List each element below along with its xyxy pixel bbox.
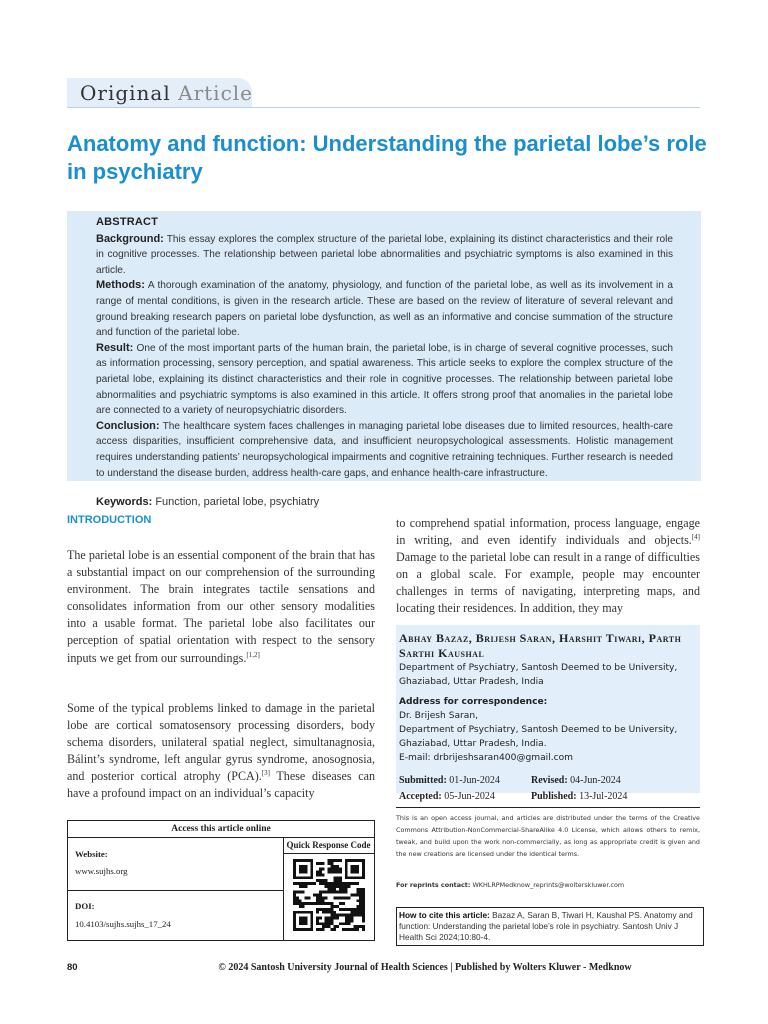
website-label: Website:	[75, 849, 108, 859]
revised-date	[531, 773, 701, 789]
abstract-heading: ABSTRACT	[96, 216, 159, 228]
intro-p2-tail: These diseases can have a profound impact on an individual’s capacity	[67, 769, 375, 801]
submitted-label: Submitted:	[399, 775, 447, 786]
correspondence-name: Dr. Brijesh Saran,	[399, 711, 479, 721]
citation-ref[interactable]: [4]	[691, 533, 700, 542]
how-to-cite-box	[396, 907, 704, 946]
published-label: Published:	[531, 791, 577, 802]
article-title: Anatomy and function: Understanding the parietal lobe’s role in psychiatry	[67, 131, 707, 184]
accepted-label: Accepted:	[399, 791, 442, 802]
result-label: Result:	[96, 341, 134, 354]
accepted-date	[399, 789, 531, 805]
abstract-keywords	[96, 495, 673, 511]
access-divider	[68, 890, 283, 891]
cite-label: How to cite this article:	[399, 910, 490, 920]
correspondence-email[interactable]: E-mail: drbrijeshsaran400@gmail.com	[399, 753, 574, 763]
website-link[interactable]: www.sujhs.org	[75, 866, 128, 876]
abstract-methods	[96, 278, 673, 340]
correspondence-label: Address for correspondence:	[399, 697, 548, 707]
license-text: This is an open access journal, and articles are distributed under the terms of the Creative Commons Attribution-NonCommercial-ShareAlike 4.0 License, which allows others to remix, tweak, and build upon the work non-commercially, as long as appropriate credit is given and the new creations are licensed under the identical terms.	[396, 807, 700, 860]
background-label: Background:	[96, 232, 164, 245]
reprints-contact	[396, 881, 700, 889]
author-info-box	[396, 625, 700, 802]
intro-paragraph-1	[67, 547, 375, 667]
reprints-label: For reprints contact:	[396, 881, 471, 889]
correspondence-line-1: Department of Psychiatry, Santosh Deemed to be University,	[399, 725, 678, 735]
conclusion-label: Conclusion:	[96, 419, 160, 432]
author-names: Abhay Bazaz, Brijesh Saran, Harshit Tiwari, Parth Sarthi Kaushal	[399, 631, 682, 660]
access-info	[68, 837, 284, 940]
header-rule	[67, 107, 700, 108]
page-number: 80	[67, 962, 78, 973]
article-type-label	[80, 81, 253, 105]
article-type-main: Original	[80, 81, 171, 105]
citation-ref[interactable]: [1,2]	[246, 650, 260, 659]
intro-p3-text-b: Damage to the parietal lobe can result in a range of difficulties on a global scale. For example, people may encounter challenges in terms of navigating, interpreting maps, and locating their residences. In addition, they may	[396, 550, 700, 616]
abstract-conclusion	[96, 419, 673, 481]
accepted-value: 05-Jun-2024	[444, 791, 495, 802]
background-text: This essay explores the complex structure of the parietal lobe, explaining its distinct characteristics and their role in cognitive processes. The relationship between parietal lobe abnormalities and psychiatric symptoms is also examined in this article.	[96, 233, 673, 276]
article-dates	[399, 773, 696, 805]
qr-header: Quick Response Code	[283, 837, 374, 854]
published-value: 13-Jul-2024	[579, 791, 628, 802]
submitted-date	[399, 773, 531, 789]
intro-paragraph-2	[67, 700, 375, 803]
intro-p2-text: Some of the typical problems linked to damage in the parietal lobe are cortical somatosensory processing disorders, body schema disorders, unilateral spatial neglect, simultanagnosia, Bálint’s syndrome, left angular gyrus syndrome, anosognosia, and posterior cortical atrophy (PCA).	[67, 701, 375, 784]
page-footer: © 2024 Santosh University Journal of Health Sciences | Published by Wolters Kluwer - Medknow	[218, 962, 632, 973]
methods-label: Methods:	[96, 279, 145, 292]
doi-link[interactable]: 10.4103/sujhs.sujhs_17_24	[75, 919, 171, 929]
article-type-light: Article	[178, 81, 253, 105]
keywords-label: Keywords:	[96, 496, 153, 509]
submitted-value: 01-Jun-2024	[449, 775, 500, 786]
revised-value: 04-Jun-2024	[570, 775, 621, 786]
access-online-box	[67, 820, 375, 941]
abstract-background	[96, 232, 673, 279]
introduction-heading: INTRODUCTION	[67, 514, 152, 526]
citation-ref[interactable]: [3]	[261, 769, 270, 778]
conclusion-text: The healthcare system faces challenges in managing parietal lobe diseases due to limited resources, health-care access disparities, insufficient comprehensive data, and insufficient neuropsychological assessments. Holistic management requires understanding patients’ neuropsychological impairments and cognitive retraining techniques. Further research is needed to understand the disease burden, address health-care gaps, and enhance health-care infrastructure.	[96, 420, 673, 479]
keywords-text: Function, parietal lobe, psychiatry	[155, 496, 320, 509]
published-date	[531, 789, 701, 805]
intro-paragraph-3	[396, 515, 700, 618]
abstract-result	[96, 341, 673, 419]
cite-text: Bazaz A, Saran B, Tiwari H, Kaushal PS. Anatomy and function: Understanding the parietal lobe’s role in psychiatry. Santosh Univ J Health Sci 2024;10:80-4.	[399, 910, 693, 942]
revised-label: Revised:	[531, 775, 568, 786]
access-header: Access this article online	[68, 821, 374, 838]
intro-p1-text: The parietal lobe is an essential component of the brain that has a substantial impact on our comprehension of the surrounding environment. The brain integrates tactile sensations and consolidates information from our other sensory modalities into a usable format. The parietal lobe also facilitates our perception of spatial orientation with respect to the sensory inputs we get from our surroundings.	[67, 548, 375, 665]
qr-section	[283, 837, 374, 940]
author-affiliation: Department of Psychiatry, Santosh Deemed to be University, Ghaziabad, Uttar Pradesh, India	[399, 663, 678, 687]
doi-label: DOI:	[75, 901, 95, 911]
qr-code-icon[interactable]	[293, 859, 365, 931]
correspondence-line-2: Ghaziabad, Uttar Pradesh, India.	[399, 739, 547, 749]
abstract-box	[67, 211, 701, 509]
reprints-email[interactable]: WKHLRPMedknow_reprints@wolterskluwer.com	[472, 881, 625, 889]
intro-p3-text-a: to comprehend spatial information, process language, engage in writing, and even identify individuals and objects.	[396, 516, 700, 548]
methods-text: A thorough examination of the anatomy, physiology, and function of the parietal lobe, as well as its involvement in a range of mental conditions, is given in the research article. These are based on the review of literature of several relevant and ground breaking research papers on parietal lobe dysfunction, as well as an informative and concise summation of the structure and function of the parietal lobe.	[96, 280, 674, 339]
result-text: One of the most important parts of the human brain, the parietal lobe, is in charge of several cognitive processes, such as information processing, sensory perception, and spatial awareness. This article seeks to explore the complex structure of the parietal lobe, explaining its distinct characteristics and their role in cognitive processes. The relationship between parietal lobe abnormalities and psychiatric symptoms is also examined in this article. It offers strong proof that anomalies in the parietal lobe are connected to a variety of neuropsychiatric disorders.	[96, 342, 673, 417]
